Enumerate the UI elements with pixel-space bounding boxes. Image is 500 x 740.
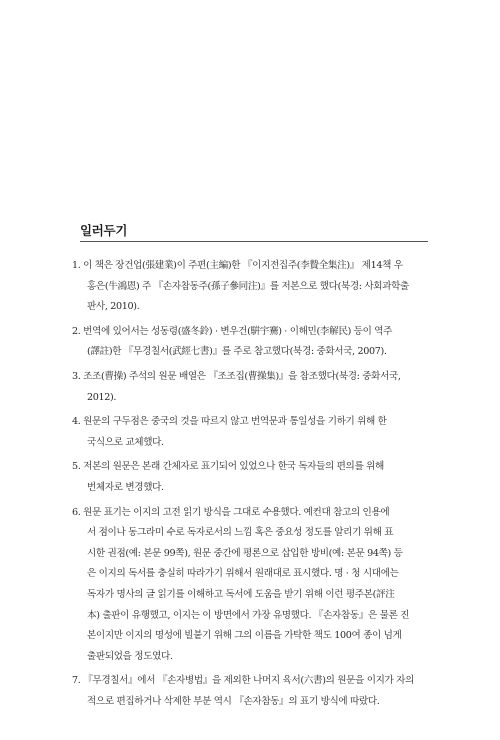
note-item <box>72 457 434 498</box>
note-line: 판사, 2010). <box>87 301 140 313</box>
note-line: 적으로 편집하거나 삭제한 부분 역시 『손자참동』의 표기 방식에 따랐다. <box>87 695 380 707</box>
note-line: 국식으로 교체했다. <box>87 436 164 448</box>
note-item <box>72 322 434 363</box>
note-item <box>72 503 434 668</box>
note-line: 4. 원문의 구두점은 중국의 것을 따르지 않고 번역문과 통일성을 기하기 위해 한 <box>72 416 387 428</box>
note-line: (譯註)한 『무경칠서(武經七書)』를 주로 참고했다(북경: 중화서국, 2007). <box>87 346 387 358</box>
note-line: 2012). <box>87 391 117 403</box>
note-line: 本) 출판이 유행했고, 이지는 이 방면에서 가장 유명했다. 『손자참동』은 물론 진 <box>87 609 410 621</box>
note-line: 7. 『무경칠서』에서 『손자병법』을 제외한 나머지 육서(六書)의 원문을 이지가 자의 <box>72 675 414 687</box>
note-line: 독자가 명사의 글 읽기를 이해하고 독서에 도움을 받기 위해 이런 평주본(評注 <box>87 588 395 600</box>
note-line: 번체자로 변경했다. <box>87 481 164 493</box>
note-item <box>72 367 434 408</box>
note-line: 시한 권점(예: 본문 99쪽), 원문 중간에 평론으로 삽입한 방비(예: 본문 94쪽) 등 <box>87 547 403 559</box>
note-line: 1. 이 책은 장건업(張建業)이 주편(主編)한 『이지전집주(李贄全集注)』 제14책 우 <box>72 260 403 271</box>
note-item <box>72 671 434 712</box>
note-line: 본이지만 이지의 명성에 빌붙기 위해 그의 이름을 가탁한 책도 100여 종이 넘게 <box>87 630 402 642</box>
heading-divider <box>80 241 428 242</box>
note-line: 6. 원문 표기는 이지의 고전 읽기 방식을 그대로 수용했다. 예컨대 참고의 인용에 <box>72 506 390 518</box>
note-line: 2. 번역에 있어서는 성동령(盛冬鈴) · 변우건(騈宇騫) · 이해민(李解民) 등이 역주 <box>72 325 393 337</box>
note-line: 홍은(牛鴻恩) 주 『손자참동주(孫子參同注)』를 저본으로 했다(북경: 사회과학출 <box>87 280 409 292</box>
page-heading: 일러두기 <box>80 223 128 238</box>
notes-list <box>72 256 434 716</box>
note-line: 5. 저본의 원문은 본래 간체자로 표기되어 있었으나 한국 독자들의 편의를 위해 <box>72 461 384 473</box>
note-item <box>72 256 434 318</box>
note-line: 3. 조조(曹操) 주석의 원문 배열은 『조조집(曹操集)』을 참조했다(북경: 중화서국, <box>72 370 401 382</box>
note-line: 출판되었을 정도였다. <box>87 650 173 662</box>
note-line: 서 점이나 동그라미 수로 독자로서의 느낌 혹은 중요성 정도를 알리기 위해 표 <box>87 527 394 539</box>
note-item <box>72 412 434 453</box>
note-line: 은 이지의 독서를 충실히 따라가기 위해서 원래대로 표시했다. 명 · 청 시대에는 <box>87 568 399 580</box>
